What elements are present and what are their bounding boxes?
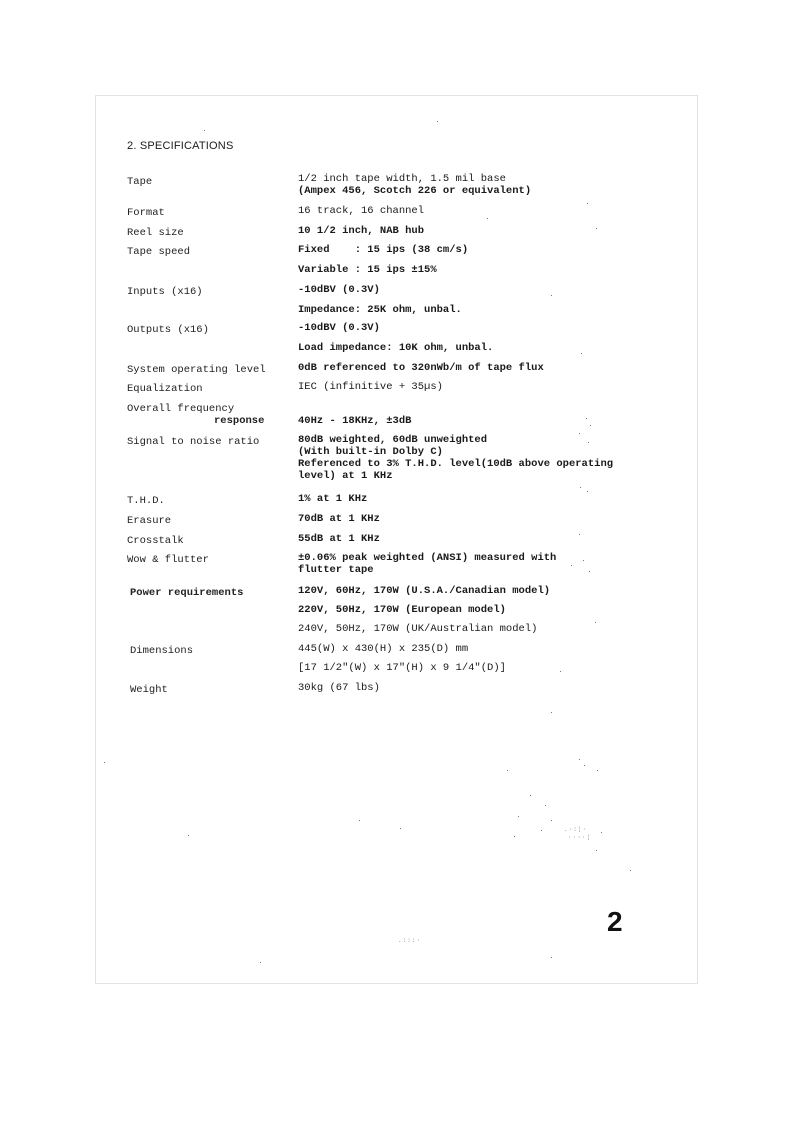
- spec-label-weight: Weight: [130, 684, 168, 696]
- spec-value-power: [298, 585, 550, 635]
- spec-value-equalization: [298, 381, 443, 393]
- spec-line: Referenced to 3% T.H.D. level(10dB above operating: [298, 458, 614, 470]
- spec-label-frequency-response: [127, 403, 264, 427]
- spec-value-crosstalk: [298, 533, 380, 545]
- spec-label-line: response: [214, 415, 265, 427]
- spec-label-line: Overall frequency: [127, 403, 235, 415]
- spec-line: 220V, 50Hz, 170W (European model): [298, 604, 506, 616]
- spec-line: 1% at 1 KHz: [298, 493, 368, 505]
- spec-value-weight: [298, 682, 380, 694]
- page-number: 2: [607, 906, 623, 937]
- spec-line: IEC (infinitive + 35µs): [298, 381, 443, 393]
- spec-line: 10 1/2 inch, NAB hub: [298, 225, 425, 237]
- spec-label-reel-size: Reel size: [127, 227, 184, 239]
- spec-line: level) at 1 KHz: [298, 470, 393, 482]
- spec-label-equalization: Equalization: [127, 383, 203, 395]
- spec-label-thd: T.H.D.: [127, 495, 165, 507]
- spec-label-dimensions: Dimensions: [130, 645, 194, 657]
- spec-line: (With built-in Dolby C): [298, 446, 443, 458]
- spec-label-inputs: Inputs (x16): [127, 286, 203, 298]
- spec-value-format: [298, 205, 424, 217]
- spec-value-inputs: [298, 284, 462, 316]
- spec-line: -10dBV (0.3V): [298, 322, 380, 334]
- spec-line: 0dB referenced to 320nWb/m of tape flux: [298, 362, 544, 374]
- spec-line: 30kg (67 lbs): [298, 682, 380, 694]
- spec-value-tape-speed: [298, 244, 468, 276]
- spec-label-wow-flutter: Wow & flutter: [127, 554, 209, 566]
- spec-line: Impedance: 25K ohm, unbal.: [298, 304, 462, 316]
- spec-value-frequency-response: [298, 415, 411, 427]
- section-heading: 2. SPECIFICATIONS: [127, 140, 234, 152]
- spec-label-power: Power requirements: [130, 587, 244, 599]
- spec-label-erasure: Erasure: [127, 515, 172, 527]
- spec-line: 16 track, 16 channel: [298, 205, 425, 217]
- spec-label-outputs: Outputs (x16): [127, 324, 209, 336]
- spec-line: 445(W) x 430(H) x 235(D) mm: [298, 643, 469, 655]
- spec-value-thd: [298, 493, 367, 505]
- spec-value-outputs: [298, 322, 493, 354]
- spec-line: flutter tape: [298, 564, 374, 576]
- spec-value-signal-to-noise: [298, 434, 613, 482]
- spec-label-crosstalk: Crosstalk: [127, 535, 184, 547]
- spec-value-system-operating-level: [298, 362, 544, 374]
- spec-line: (Ampex 456, Scotch 226 or equivalent): [298, 185, 532, 197]
- spec-label-signal-to-noise: Signal to noise ratio: [127, 436, 260, 448]
- spec-line: ±0.06% peak weighted (ANSI) measured with: [298, 552, 557, 564]
- spec-line: 70dB at 1 KHz: [298, 513, 380, 525]
- spec-value-reel-size: [298, 225, 424, 237]
- spec-value-wow-flutter: [298, 552, 556, 576]
- spec-value-tape: [298, 173, 531, 197]
- spec-label-tape: Tape: [127, 176, 153, 188]
- spec-line: 1/2 inch tape width, 1.5 mil base: [298, 173, 506, 185]
- spec-line: Variable : 15 ips ±15%: [298, 264, 437, 276]
- spec-line: 80dB weighted, 60dB unweighted: [298, 434, 488, 446]
- spec-line: 55dB at 1 KHz: [298, 533, 380, 545]
- spec-line: -10dBV (0.3V): [298, 284, 380, 296]
- spec-label-system-operating-level: System operating level: [127, 364, 266, 376]
- spec-value-erasure: [298, 513, 380, 525]
- spec-line: 240V, 50Hz, 170W (UK/Australian model): [298, 623, 538, 635]
- spec-line: [17 1/2"(W) x 17"(H) x 9 1/4"(D)]: [298, 662, 506, 674]
- spec-label-format: Format: [127, 207, 165, 219]
- spec-line: Fixed : 15 ips (38 cm/s): [298, 244, 469, 256]
- spec-label-tape-speed: Tape speed: [127, 246, 191, 258]
- spec-value-dimensions: [298, 643, 506, 674]
- spec-line: 40Hz - 18KHz, ±3dB: [298, 415, 412, 427]
- spec-line: 120V, 60Hz, 170W (U.S.A./Canadian model): [298, 585, 551, 597]
- spec-line: Load impedance: 10K ohm, unbal.: [298, 342, 494, 354]
